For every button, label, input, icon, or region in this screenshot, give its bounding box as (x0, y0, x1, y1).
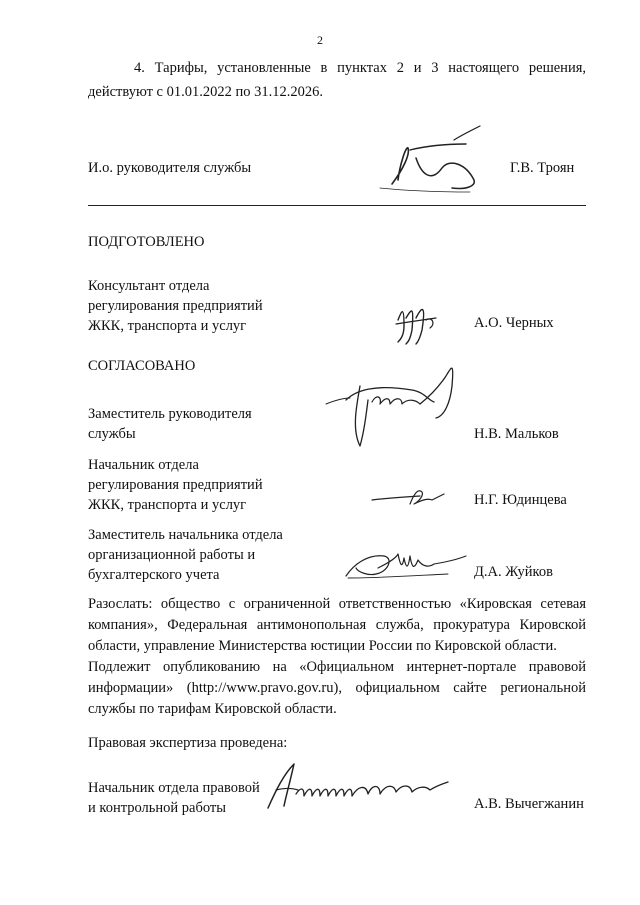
agreed-signer-3-position: Заместитель начальника отдела организационной работы и бухгалтерского учета (88, 527, 283, 583)
agreed-signer-1-signature-image (316, 356, 466, 452)
agreed-signer-2-position: Начальник отдела регулирования предприятий ЖКК, транспорта и услуг (88, 457, 263, 513)
head-position: И.о. руководителя службы (88, 160, 252, 176)
prepared-heading: ПОДГОТОВЛЕНО (88, 234, 205, 250)
legal-review-position: Начальник отдела правовой и контрольной работы (88, 780, 260, 816)
head-signature-image (370, 118, 500, 198)
separator-line (88, 205, 586, 206)
prepared-signature-image (392, 296, 442, 346)
page-number: 2 (317, 33, 323, 47)
agreed-signer-1-name: Н.В. Мальков (474, 426, 559, 442)
head-name: Г.В. Троян (510, 160, 575, 176)
paragraph-4: 4. Тарифы, установленные в пунктах 2 и 3 настоящего решения, действуют с 01.01.2022 по 31.12.2026. (88, 60, 586, 100)
agreed-signer-3-signature-image (338, 544, 478, 584)
agreed-heading: СОГЛАСОВАНО (88, 358, 196, 374)
prepared-position: Консультант отдела регулирования предприятий ЖКК, транспорта и услуг (88, 278, 263, 334)
agreed-signer-2-signature-image (368, 482, 448, 512)
agreed-signer-1-position: Заместитель руководителя службы (88, 406, 252, 442)
legal-review-signature-image (262, 760, 452, 812)
agreed-signer-2-name: Н.Г. Юдинцева (474, 492, 567, 508)
prepared-name: А.О. Черных (474, 315, 554, 331)
legal-review-name: А.В. Вычегжанин (474, 796, 584, 812)
legal-review-note: Правовая экспертиза проведена: (88, 735, 288, 751)
publication-note: Подлежит опубликованию на «Официальном интернет-портале правовой информации» (http://www.pravo.gov.ru), официальном сайте региональной службы по тарифам Кировской области. (88, 659, 586, 717)
agreed-signer-3-name: Д.А. Жуйков (474, 564, 553, 580)
distribution-list: Разослать: общество с ограниченной ответственностью «Кировская сетевая компания», Федеральная антимонопольная служба, прокуратура Кировской области, управление Министерства юстиции России по Кировской области. (88, 596, 586, 654)
